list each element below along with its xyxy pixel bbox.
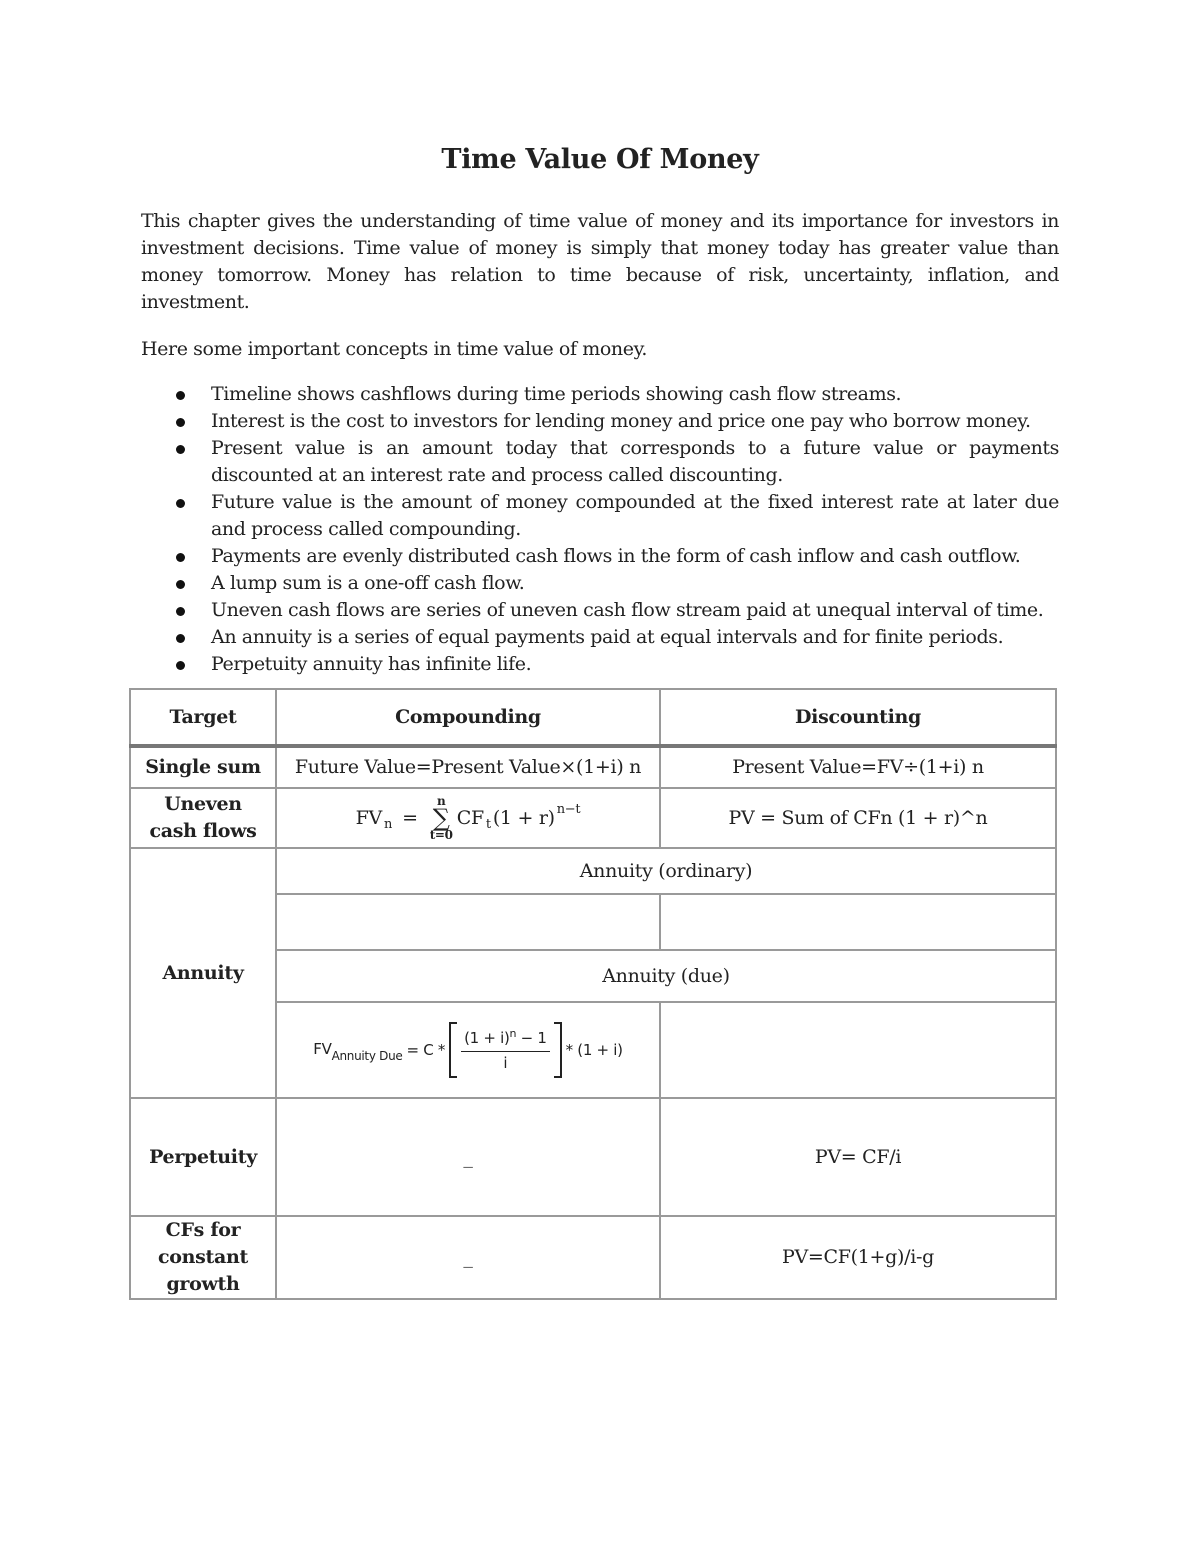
list-item	[141, 597, 1059, 624]
uneven-compounding-formula	[276, 788, 660, 848]
row-label-line: growth	[166, 1273, 240, 1295]
numerator-term: (1 + i)	[464, 1028, 510, 1047]
perpetuity-compounding: _	[276, 1098, 660, 1216]
uneven-discounting: PV = Sum of CFn (1 + r)^n	[660, 788, 1056, 848]
growth-compounding: _	[276, 1216, 660, 1299]
formula-fraction	[461, 1027, 550, 1074]
sigma-symbol: ∑	[432, 804, 450, 832]
bullet-icon	[176, 661, 185, 670]
list-item-text: Interest is the cost to investors for lending money and price one pay who borrow money.	[211, 410, 1031, 432]
row-label-line: CFs for	[165, 1219, 241, 1241]
list-item-text: A lump sum is a one-off cash flow.	[211, 572, 525, 594]
formula-subscript: Annuity Due	[331, 1049, 403, 1063]
formula-symbol: FV	[355, 806, 382, 829]
page-title: Time Value Of Money	[441, 144, 759, 175]
annuity-due-compounding-formula	[276, 1002, 660, 1098]
row-label-line: Uneven	[164, 793, 242, 815]
annuity-due-discounting	[660, 1002, 1056, 1098]
annuity-ordinary-heading: Annuity (ordinary)	[276, 848, 1056, 894]
bullet-icon	[176, 418, 185, 427]
list-item-text: Timeline shows cashflows during time periods showing cash flow streams.	[211, 383, 902, 405]
row-label-single-sum: Single sum	[130, 746, 276, 788]
list-item-text: Present value is an amount today that corresponds to a future value or payments discounted at an interest rate and process called discounting.	[211, 437, 1059, 486]
formula-subscript: n	[383, 816, 393, 832]
single-sum-compounding: Future Value=Present Value×(1+i) n	[276, 746, 660, 788]
bullet-icon	[176, 499, 185, 508]
row-label-growth	[130, 1216, 276, 1299]
formula-equals: = C *	[406, 1040, 446, 1059]
header-discounting: Discounting	[660, 689, 1056, 746]
bracket-group	[449, 1022, 562, 1078]
bullet-icon	[176, 634, 185, 643]
table-header-row	[130, 689, 1056, 746]
sigma-lower-limit: t=0	[429, 828, 453, 842]
fv-sum-formula	[356, 795, 581, 841]
table-row	[130, 746, 1056, 788]
list-item	[141, 381, 1059, 408]
table-row	[130, 1216, 1056, 1299]
fraction-denominator: i	[503, 1053, 508, 1072]
list-item	[141, 435, 1059, 489]
formula-symbol: CF	[456, 806, 484, 829]
document-page	[141, 140, 1059, 678]
fv-annuity-due-formula	[313, 1022, 622, 1078]
header-compounding: Compounding	[276, 689, 660, 746]
table-row	[130, 1098, 1056, 1216]
list-item-text: An annuity is a series of equal payments paid at equal intervals and for finite periods.	[211, 626, 1004, 648]
row-label-line: cash flows	[149, 820, 257, 842]
numerator-exponent: n	[509, 1026, 517, 1040]
sigma-icon	[430, 795, 453, 841]
annuity-ordinary-discounting	[660, 894, 1056, 950]
list-item	[141, 624, 1059, 651]
list-item	[141, 543, 1059, 570]
list-item	[141, 651, 1059, 678]
fraction-numerator	[461, 1027, 550, 1052]
formula-term: (1 + r)	[492, 806, 555, 829]
list-item-text: Payments are evenly distributed cash flows in the form of cash inflow and cash outflow.	[211, 545, 1021, 567]
sigma-upper-limit: n	[437, 794, 446, 808]
row-label-uneven	[130, 788, 276, 848]
growth-discounting: PV=CF(1+g)/i-g	[660, 1216, 1056, 1299]
single-sum-discounting: Present Value=FV÷(1+i) n	[660, 746, 1056, 788]
annuity-due-heading: Annuity (due)	[276, 950, 1056, 1002]
formula-fv: FV	[313, 1040, 332, 1058]
bullet-icon	[176, 391, 185, 400]
annuity-ordinary-compounding	[276, 894, 660, 950]
table-row	[130, 788, 1056, 848]
formula-tail: * (1 + i)	[565, 1040, 623, 1059]
bullet-icon	[176, 445, 185, 454]
bullet-icon	[176, 553, 185, 562]
row-label-annuity: Annuity	[130, 848, 276, 1098]
perpetuity-discounting: PV= CF/i	[660, 1098, 1056, 1216]
list-item	[141, 570, 1059, 597]
header-target: Target	[130, 689, 276, 746]
formula-table	[129, 688, 1057, 1300]
list-item	[141, 408, 1059, 435]
list-item-text: Uneven cash flows are series of uneven cash flow stream paid at unequal interval of time.	[211, 599, 1044, 621]
bullet-icon	[176, 580, 185, 589]
list-item	[141, 489, 1059, 543]
concept-list	[141, 381, 1059, 678]
formula-exponent: n−t	[556, 801, 581, 817]
numerator-tail: − 1	[516, 1028, 547, 1047]
left-bracket-icon	[449, 1022, 457, 1078]
bullet-icon	[176, 607, 185, 616]
formula-equals: =	[402, 806, 418, 829]
formula-symbol	[313, 1036, 402, 1064]
table-row	[130, 848, 1056, 894]
list-item-text: Future value is the amount of money compounded at the fixed interest rate at later due and process called compounding.	[211, 491, 1059, 540]
right-bracket-icon	[554, 1022, 562, 1078]
row-label-line: constant	[157, 1246, 249, 1268]
formula-subscript: t	[485, 816, 491, 832]
intro-paragraph: This chapter gives the understanding of time value of money and its importance for investors in investment decisions. Time value of money is simply that money today has greater value than money tomorrow. Money has relation to time because of risk, uncertainty, inflation, and investment.	[141, 210, 1059, 313]
row-label-perpetuity: Perpetuity	[130, 1098, 276, 1216]
list-item-text: Perpetuity annuity has infinite life.	[211, 653, 532, 675]
concepts-intro: Here some important concepts in time value of money.	[141, 338, 648, 360]
